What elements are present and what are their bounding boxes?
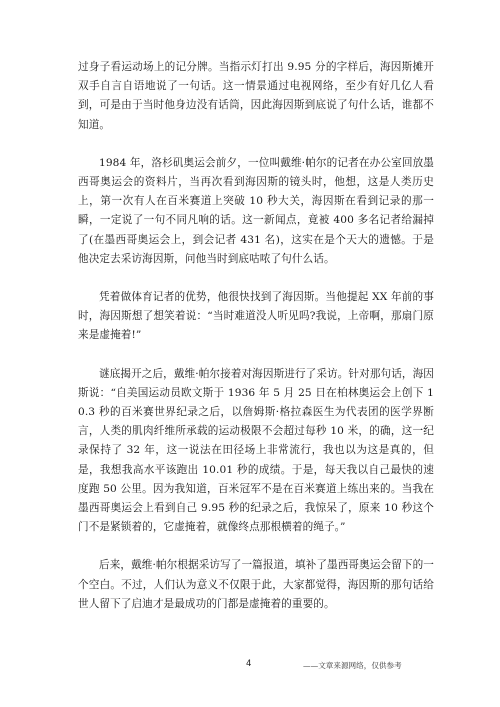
paragraph-3: 凭着做体育记者的优势，他很快找到了海因斯。当他提起 XX 年前的事时，海因斯想了想笑着说：“当时难道没人听见吗?我说，上帝啊，那扇门原来是虚掩着!” [78, 291, 434, 342]
paragraph-1: 过身子看运动场上的记分牌。当指示灯打出 9.95 分的字样后，海因斯摊开双手自言自语地说了一句话。这一情景通过电视网络，至少有好几亿人看到，可是由于当时他身边没有话筒，因此海因斯到底说了句什么话，谁都不知道。 [78, 61, 434, 131]
source-note: ——文章来源网络，仅供参考 [303, 661, 402, 670]
document-body [78, 58, 434, 614]
paragraph-gap [78, 346, 434, 365]
page-number: 4 [246, 659, 252, 669]
page-footer [0, 659, 500, 675]
paragraph-gap [78, 269, 434, 288]
paragraph-5: 后来，戴维·帕尔根据采访写了一篇报道，填补了墨西哥奥运会留下的一个空白。不过，人们认为意义不仅限于此，大家都觉得，海因斯的那句话给世人留下了启迪才是最成功的门都是虚掩着的重要的。 [78, 559, 434, 610]
paragraph-gap [78, 135, 434, 154]
paragraph-2: 1984 年，洛杉矶奥运会前夕，一位叫戴维·帕尔的记者在办公室回放墨西哥奥运会的资料片，当再次看到海因斯的镜头时，他想，这是人类历史上，第一次有人在百米赛道上突破 10 秒大关，海因斯在看到记录的那一瞬，一定说了一句不同凡响的话。这一新闻点，竟被 400 多名记者给漏掉了(在墨西哥奥运会上，到会记者 431 名)，这实在是个天大的遗憾。于是他决定去采访海因斯，问他当时到底咕哝了句什么话。 [78, 156, 434, 265]
paragraph-gap [78, 537, 434, 556]
paragraph-4: 谜底揭开之后，戴维·帕尔接着对海因斯进行了采访。针对那句话，海因斯说：“自美国运动员欧文斯于 1936 年 5 月 25 日在柏林奥运会上创下 10.3 秒的百米赛世界纪录之后，以詹姆斯·格拉森医生为代表团的医学界断言，人类的肌肉纤维所承载的运动极限不会超过每秒 10 米，的确，这一纪录保持了 32 年，这一说法在田径场上非常流行，我也以为这是真的，但是，我想我高水平该跑出 10.01 秒的成绩。于是，每天我以自己最快的速度跑 50 公里。因为我知道，百米冠军不是在百米赛道上练出来的。当我在墨西哥奥运会上看到自己 9.95 秒的纪录之后，我惊呆了，原来 10 秒这个门不是紧锁着的，它虚掩着，就像终点那根横着的绳子。” [78, 367, 434, 534]
